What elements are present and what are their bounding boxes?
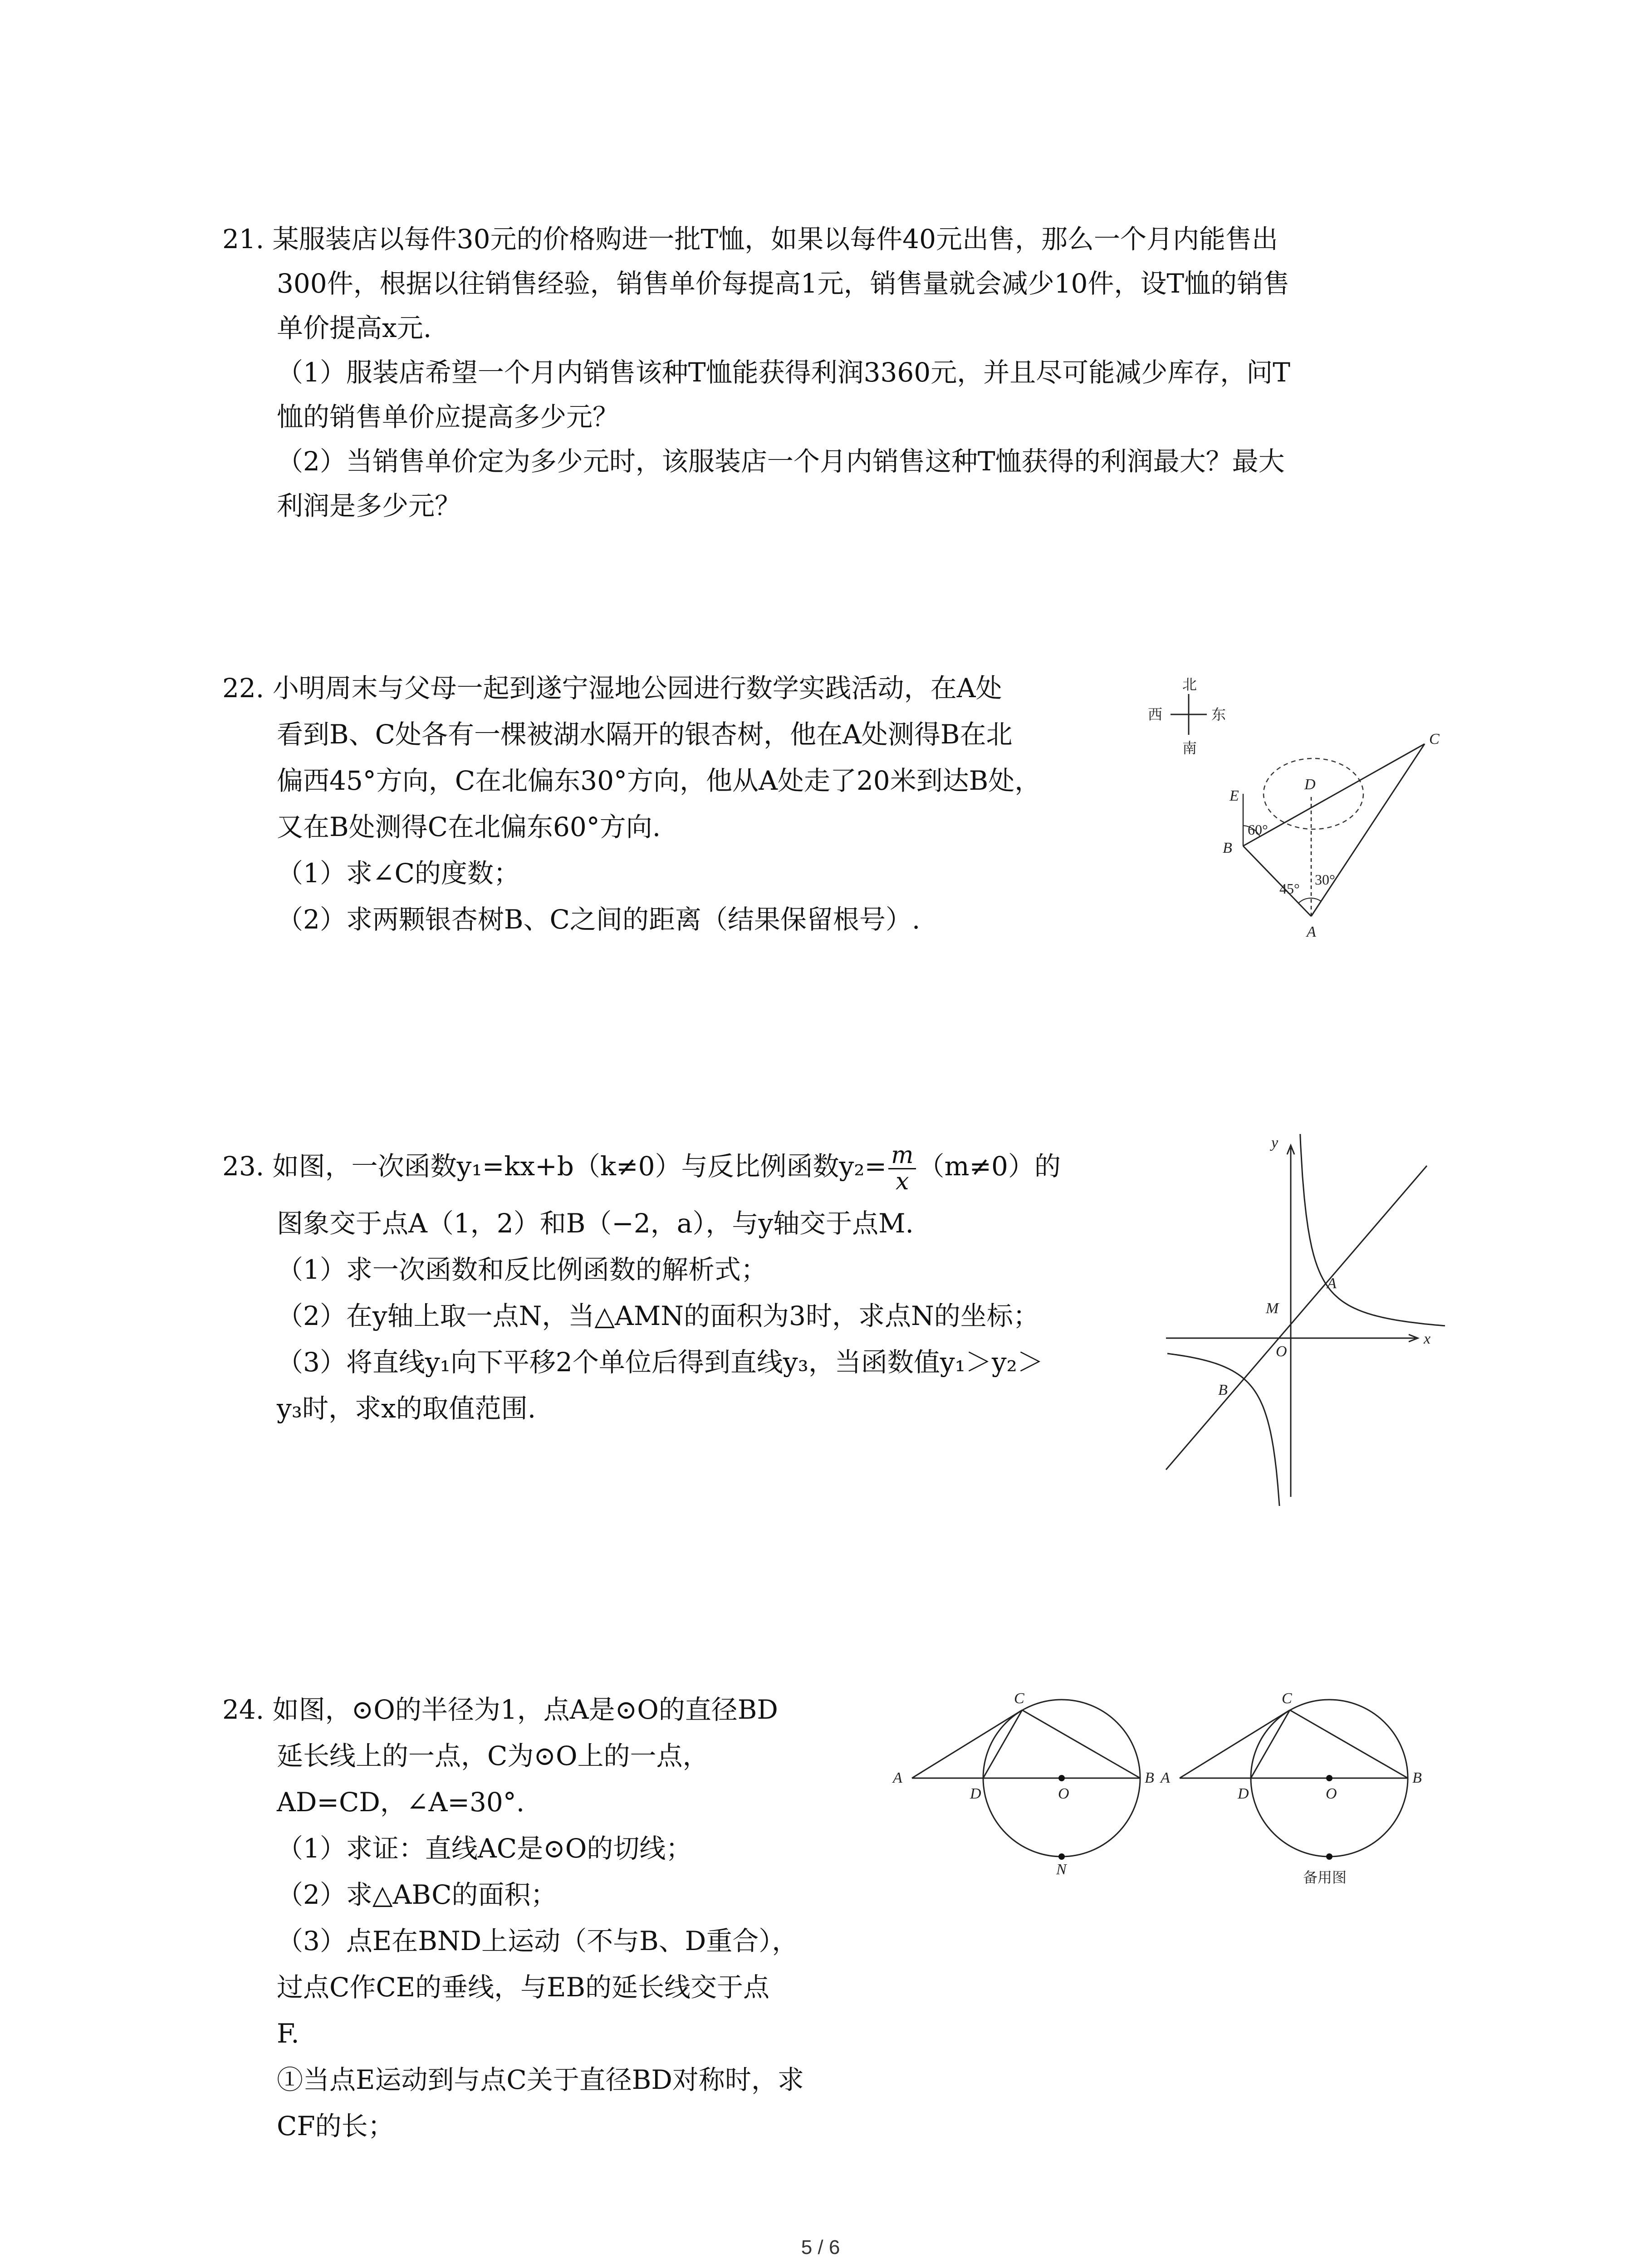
q24-line-8: F. [277, 2018, 299, 2049]
q23-line-6: y₃时，求x的取值范围. [277, 1393, 536, 1424]
q22-line-3: 偏西45°方向，C在北偏东30°方向，他从A处走了20米到达B处， [277, 765, 1041, 796]
q21-line-4: （1）服装店希望一个月内销售该种T恤能获得利润3360元，并且尽可能减少库存，问T [277, 357, 1290, 388]
angle-60-label: 60° [1248, 821, 1268, 838]
compass-north: 北 [1182, 676, 1197, 693]
q23-line-4: （2）在y轴上取一点N，当△AMN的面积为3时，求点N的坐标； [277, 1300, 1039, 1331]
q24-line-7: 过点C作CE的垂线，与EB的延长线交于点 [277, 1972, 770, 2003]
compass-west: 西 [1148, 706, 1163, 723]
point-O-label: O [1058, 1785, 1069, 1802]
segment-AB [1243, 846, 1311, 916]
segment-CD [983, 1710, 1022, 1778]
fraction-m-over-x [888, 1143, 916, 1194]
point-A-label: A [893, 1769, 902, 1786]
fraction-numerator: m [888, 1143, 916, 1169]
compass-east: 东 [1211, 706, 1226, 723]
q22-line-4: 又在B处测得C在北偏东60°方向. [277, 811, 661, 842]
point-C-label: C [1014, 1690, 1024, 1707]
point-A-label: A [1307, 924, 1316, 940]
segment-AC [1180, 1710, 1290, 1778]
compass-south: 南 [1182, 739, 1197, 757]
center-O-dot [1326, 1775, 1332, 1781]
q23-figure [1152, 1134, 1470, 1506]
q21-line-6: （2）当销售单价定为多少元时，该服装店一个月内销售这种T恤获得的利润最大？最大 [277, 446, 1285, 477]
angle-arc-45 [1298, 898, 1311, 903]
point-O-label: O [1326, 1785, 1337, 1802]
angle-45-label: 45° [1279, 880, 1300, 897]
point-A-label: A [1161, 1769, 1170, 1786]
angle-30-label: 30° [1315, 871, 1335, 888]
hyperbola-branch-3 [1167, 1354, 1285, 1506]
q23-line-1a: 23. 如图，一次函数y₁=kx+b（k≠0）与反比例函数y₂= [222, 1151, 887, 1182]
point-N-dot [1326, 1853, 1332, 1860]
point-N-dot [1058, 1853, 1065, 1860]
segment-AC [912, 1710, 1022, 1778]
backup-figure-caption: 备用图 [1303, 1869, 1347, 1886]
q22-line-2: 看到B、C处各有一棵被湖水隔开的银杏树，他在A处测得B在北 [277, 719, 1013, 750]
q24-line-3: AD=CD，∠A=30°. [277, 1787, 525, 1818]
q24-line-9: ①当点E运动到与点C关于直径BD对称时，求 [277, 2064, 804, 2095]
q22-figure [1130, 662, 1456, 962]
point-C-label: C [1429, 731, 1440, 748]
point-E-label: E [1230, 787, 1239, 804]
q22-line-5: （1）求∠C的度数； [277, 858, 520, 889]
q23-line-1b: （m≠0）的 [918, 1151, 1061, 1182]
q24-line-2: 延长线上的一点，C为⊙O上的一点， [277, 1740, 709, 1771]
q24-line-6: （3）点E在BND上运动（不与B、D重合）， [277, 1926, 798, 1956]
fraction-denominator: x [896, 1168, 909, 1195]
q21-line-5: 恤的销售单价应提高多少元？ [277, 401, 619, 432]
q24-line-5: （2）求△ABC的面积； [277, 1879, 557, 1910]
segment-BC [1243, 744, 1425, 846]
q21-line-1: 21. 某服装店以每件30元的价格购进一批T恤，如果以每件40元出售，那么一个月内能售出 [222, 224, 1278, 254]
segment-CB [1022, 1710, 1140, 1778]
q24-figure-backup [1157, 1687, 1438, 1892]
page-number: 5 / 6 [801, 2236, 840, 2258]
point-N-label: N [1056, 1861, 1067, 1878]
axis-x-label: x [1424, 1330, 1431, 1347]
q24-line-1: 24. 如图，⊙O的半径为1，点A是⊙O的直径BD [222, 1694, 778, 1725]
compass-icon [1171, 694, 1207, 735]
point-B-label: B [1223, 840, 1232, 856]
q23-line-2: 图象交于点A（1，2）和B（−2，a），与y轴交于点M. [277, 1208, 914, 1239]
axis-y-label: y [1271, 1134, 1279, 1151]
segment-AC [1311, 744, 1425, 916]
center-O-dot [1058, 1775, 1065, 1781]
lake-ellipse [1264, 758, 1363, 829]
q23-line-3: （1）求一次函数和反比例函数的解析式； [277, 1254, 767, 1285]
q21-line-3: 单价提高x元. [277, 313, 432, 343]
line-y1 [1166, 1166, 1427, 1470]
point-M-label: M [1266, 1300, 1279, 1317]
segment-CB [1290, 1710, 1408, 1778]
point-B-label: B [1218, 1382, 1228, 1398]
q24-figure-main [889, 1687, 1171, 1878]
q22-line-1: 22. 小明周末与父母一起到遂宁湿地公园进行数学实践活动，在A处 [222, 673, 1002, 704]
q23-line-1 [222, 1143, 1061, 1194]
point-D-label: D [1304, 776, 1316, 793]
angle-arc-30 [1311, 898, 1321, 901]
origin-label: O [1276, 1343, 1287, 1360]
point-A-label: A [1327, 1275, 1337, 1292]
q24-line-4: （1）求证：直线AC是⊙O的切线； [277, 1833, 692, 1864]
point-D-label: D [1238, 1785, 1249, 1802]
point-C-label: C [1282, 1690, 1292, 1707]
q23-line-5: （3）将直线y₁向下平移2个单位后得到直线y₃，当函数值y₁＞y₂＞ [277, 1347, 1043, 1378]
q24-line-10: CF的长； [277, 2111, 394, 2141]
q21-line-2: 300件，根据以往销售经验，销售单价每提高1元，销售量就会减少10件，设T恤的销售 [277, 268, 1290, 299]
point-B-label: B [1412, 1769, 1422, 1786]
point-D-label: D [970, 1785, 981, 1802]
segment-CD [1251, 1710, 1290, 1778]
q22-line-6: （2）求两颗银杏树B、C之间的距离（结果保留根号）. [277, 904, 921, 935]
point-B-label: B [1145, 1769, 1154, 1786]
q21-line-7: 利润是多少元？ [277, 490, 461, 521]
